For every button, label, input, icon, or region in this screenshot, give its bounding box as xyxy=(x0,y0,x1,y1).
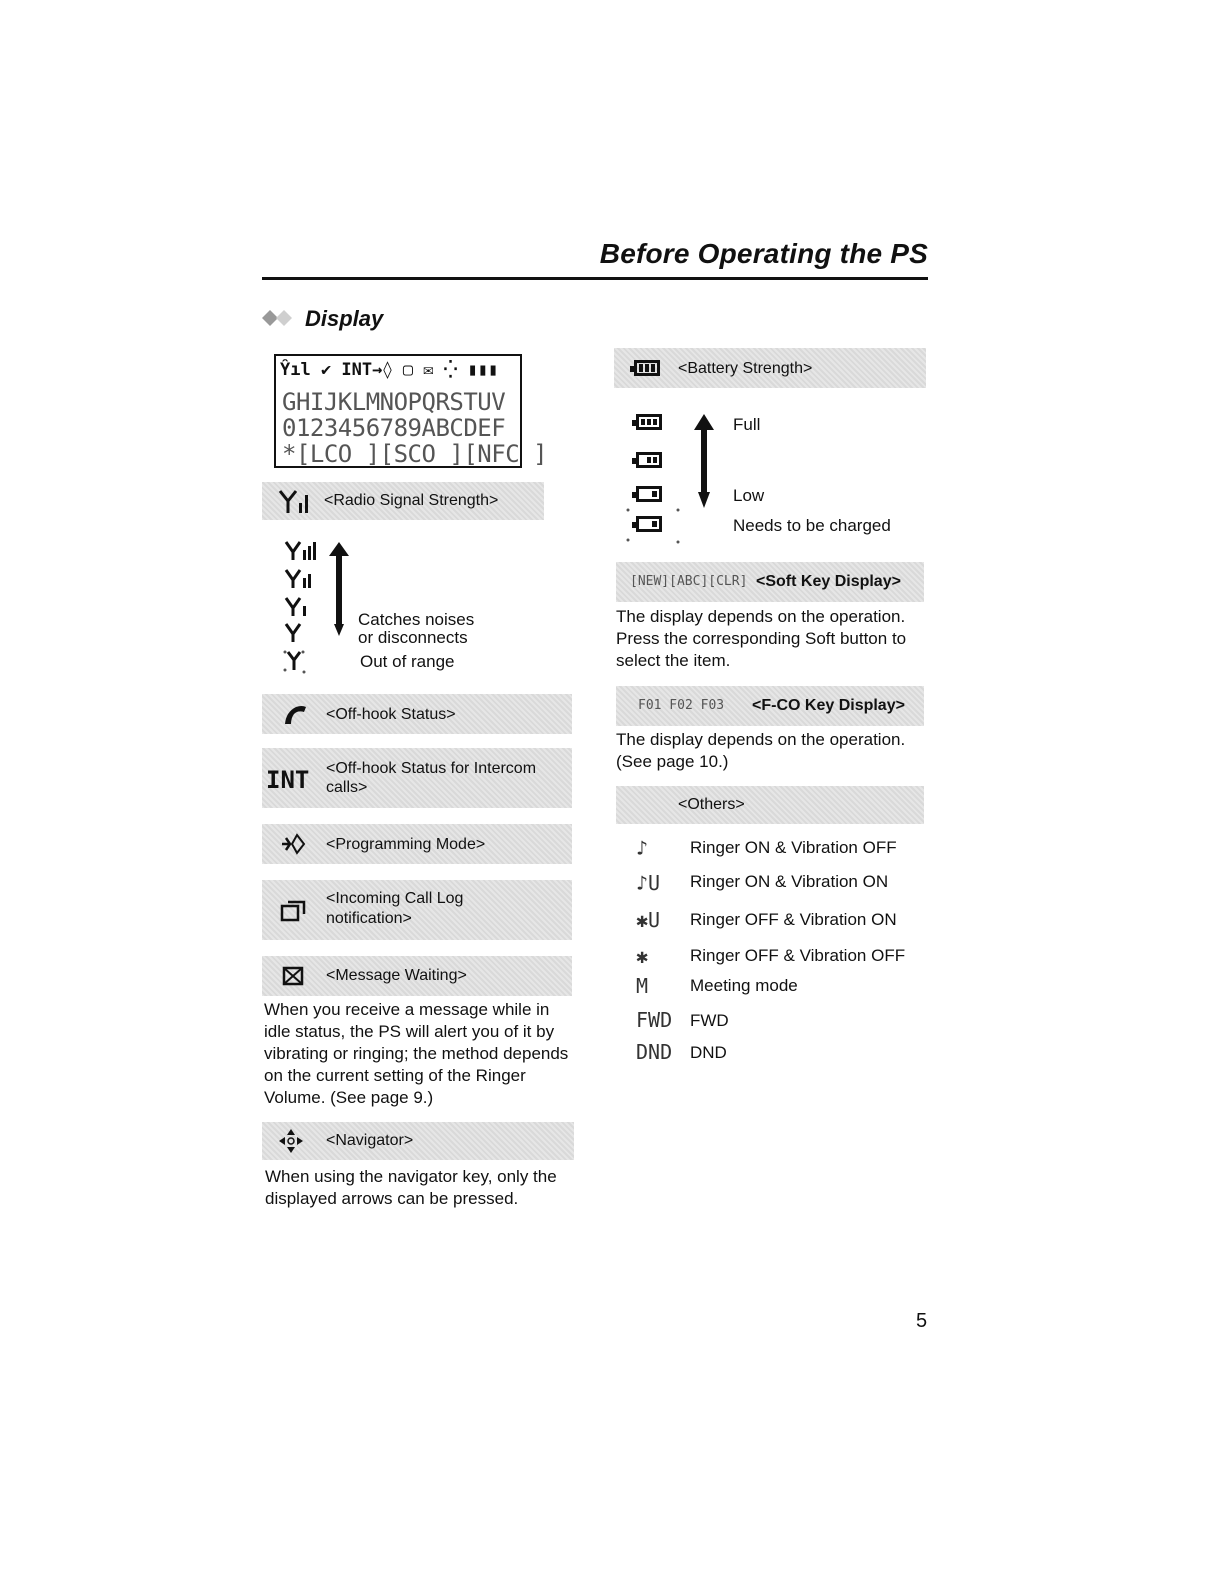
others-label: <Others> xyxy=(678,796,745,813)
vibration-only-icon: ✱U xyxy=(636,908,661,932)
others-item-label: Meeting mode xyxy=(690,976,798,995)
others-item-label: Ringer OFF & Vibration OFF xyxy=(690,946,906,965)
message-label: <Message Waiting> xyxy=(326,967,467,984)
radio-signal-band xyxy=(262,482,544,520)
title-rule xyxy=(262,277,928,280)
diamond-bullet-icon xyxy=(262,310,296,326)
ringer-vibration-on-icon: ♪U xyxy=(636,871,661,895)
fco-body-line: The display depends on the operation. xyxy=(616,730,906,749)
intercom-band xyxy=(262,748,572,808)
offhook-band xyxy=(262,694,572,734)
battery-two-thirds-icon xyxy=(636,452,662,468)
others-band xyxy=(616,786,924,824)
incoming-label-line2: notification> xyxy=(326,910,412,927)
lcd-icon-row: Ŷıl ✔ INT→◊ ▢ ✉ ⁛ ▮▮▮ xyxy=(280,360,499,380)
battery-icon xyxy=(634,360,660,376)
others-item-label: FWD xyxy=(690,1011,729,1030)
others-item-label: Ringer ON & Vibration ON xyxy=(690,872,889,891)
page-title: Before Operating the PS xyxy=(599,238,928,269)
programming-band xyxy=(262,824,572,864)
battery-full-label: Full xyxy=(733,415,761,434)
navigator-label: <Navigator> xyxy=(326,1132,414,1149)
battery-band xyxy=(614,348,926,388)
battery-low-icon xyxy=(636,486,662,502)
others-item-label: Ringer OFF & Vibration ON xyxy=(690,910,897,929)
softkey-band xyxy=(616,562,924,602)
softkey-body xyxy=(616,606,906,672)
fco-body-line: (See page 10.) xyxy=(616,752,729,771)
fco-sample-icon: F01 F02 F03 xyxy=(638,698,725,713)
intercom-int-icon: INT xyxy=(266,766,310,794)
fco-body xyxy=(616,729,905,773)
intercom-label-line1: <Off-hook Status for Intercom xyxy=(326,760,537,777)
navigator-body xyxy=(265,1166,557,1210)
battery-scale-arrow-icon xyxy=(692,412,716,512)
battery-charge-label: Needs to be charged xyxy=(733,516,891,535)
lcd-line-3: *[LCO ][SCO ][NFC ] xyxy=(282,440,548,468)
others-item-label: Ringer ON & Vibration OFF xyxy=(690,838,897,857)
fwd-icon: FWD xyxy=(636,1008,673,1032)
lcd-line-2: 0123456789ABCDEF xyxy=(282,414,506,442)
message-body-line: Volume. (See page 9.) xyxy=(264,1088,434,1107)
message-body-line: idle status, the PS will alert you of it by xyxy=(264,1022,555,1041)
lcd-display-sample xyxy=(274,354,548,468)
battery-label: <Battery Strength> xyxy=(678,360,813,377)
radio-noise-line2: or disconnects xyxy=(358,628,468,647)
radio-noise-line1: Catches noises xyxy=(358,610,475,629)
dnd-icon: DND xyxy=(636,1040,673,1064)
programming-mode-icon xyxy=(280,833,306,855)
envelope-icon xyxy=(282,966,304,986)
message-body-line: When you receive a message while in xyxy=(264,1000,550,1019)
ringer-on-icon: ♪ xyxy=(636,836,649,860)
battery-blink-marks-icon xyxy=(624,506,684,546)
section-title: Display xyxy=(305,306,384,331)
incoming-band xyxy=(262,880,572,940)
fco-label: <F-CO Key Display> xyxy=(752,697,905,714)
navigator-body-line: When using the navigator key, only the xyxy=(265,1167,557,1186)
programming-label: <Programming Mode> xyxy=(326,836,486,853)
offhook-label: <Off-hook Status> xyxy=(326,706,456,723)
message-band xyxy=(262,956,572,996)
navigator-band xyxy=(262,1122,574,1160)
ringer-vibration-off-icon: ✱ xyxy=(636,944,649,968)
battery-low-label: Low xyxy=(733,486,765,505)
navigator-body-line: displayed arrows can be pressed. xyxy=(265,1189,519,1208)
lcd-line-1: GHIJKLMNOPQRSTUV xyxy=(282,388,506,416)
antenna-icon xyxy=(278,489,312,515)
fco-band xyxy=(616,686,924,726)
softkey-body-line: select the item. xyxy=(616,651,731,670)
radio-out-of-range: Out of range xyxy=(360,652,455,671)
others-item-label: DND xyxy=(690,1043,727,1062)
softkey-body-line: Press the corresponding Soft button to xyxy=(616,629,907,648)
message-body-line: vibrating or ringing; the method depends xyxy=(264,1044,569,1063)
softkey-label: <Soft Key Display> xyxy=(756,573,901,590)
signal-levels-icon xyxy=(282,540,362,678)
handset-icon xyxy=(282,704,308,726)
meeting-mode-icon: M xyxy=(636,974,649,998)
message-body xyxy=(264,999,568,1109)
call-log-icon xyxy=(280,900,306,922)
softkey-sample-icon: [NEW][ABC][CLR] xyxy=(630,574,748,589)
incoming-label-line1: <Incoming Call Log xyxy=(326,890,464,907)
message-body-line: on the current setting of the Ringer xyxy=(264,1066,526,1085)
softkey-body-line: The display depends on the operation. xyxy=(616,607,906,626)
battery-full-icon xyxy=(636,414,662,430)
radio-signal-label: <Radio Signal Strength> xyxy=(324,492,499,509)
navigator-arrows-icon xyxy=(278,1128,304,1154)
intercom-label-line2: calls> xyxy=(326,779,368,796)
page-number: 5 xyxy=(916,1310,928,1332)
